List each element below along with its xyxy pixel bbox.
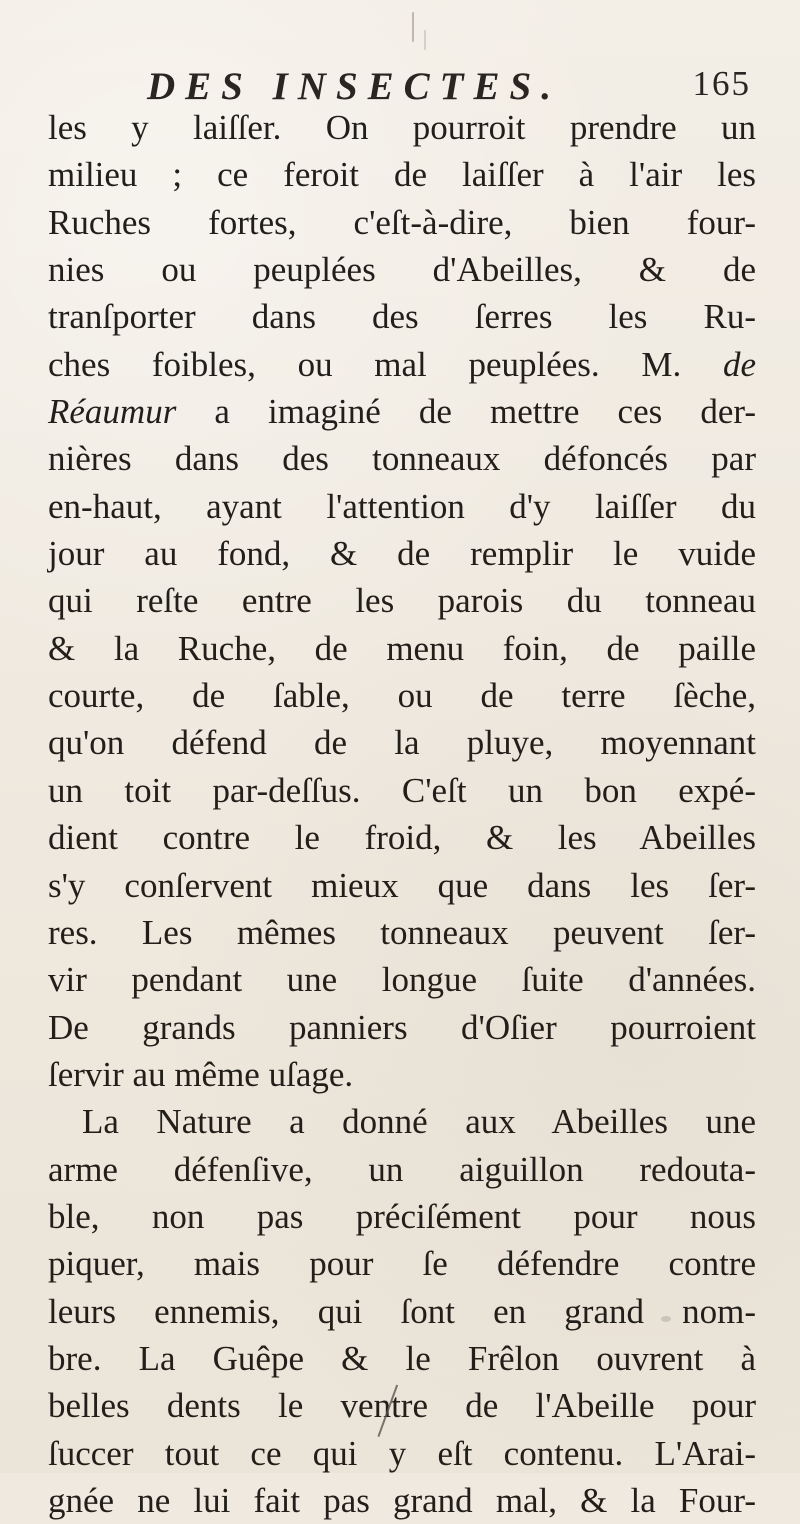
text-line: ſuccer tout ce qui y eſt contenu. L'Arai- — [48, 1433, 756, 1473]
body-text — [48, 104, 756, 1524]
text-line: gnée ne lui fait pas grand mal, & la Four- — [48, 1480, 756, 1520]
text-line: Ruches fortes, c'eſt-à-dire, bien four- — [48, 202, 756, 242]
paper-mark — [424, 30, 426, 50]
text-line: nières dans des tonneaux défoncés par — [48, 439, 756, 479]
text-line: qu'on défend de la pluye, moyennant — [48, 723, 756, 763]
text-line: De grands panniers d'Oſier pourroient — [48, 1007, 756, 1047]
text-line: ble, non pas préciſément pour nous — [48, 1196, 756, 1236]
text-line: qui reſte entre les parois du tonneau — [48, 581, 756, 621]
text-line: leurs ennemis, qui ſont en grand nom- — [48, 1291, 756, 1331]
page-number: 165 — [692, 64, 751, 103]
text-line: jour au fond, & de remplir le vuide — [48, 534, 756, 574]
text-line: belles dents le ventre de l'Abeille pour — [48, 1386, 756, 1426]
text-line: tranſporter dans des ſerres les Ru- — [48, 297, 756, 337]
page-header — [0, 64, 800, 108]
text-line: Réaumur a imaginé de mettre ces der- — [48, 392, 756, 432]
running-head: DES INSECTES. — [147, 65, 561, 108]
text-line: milieu ; ce feroit de laiſſer à l'air les — [48, 155, 756, 195]
text-line: & la Ruche, de menu foin, de paille — [48, 628, 756, 668]
text-line: un toit par-deſſus. C'eſt un bon expé- — [48, 770, 756, 810]
text-line: ches foibles, ou mal peuplées. M. de — [48, 344, 756, 384]
text-line: ſervir au même uſage. — [48, 1054, 354, 1094]
text-line: les y laiſſer. On pourroit prendre un — [48, 108, 756, 147]
text-line: nies ou peuplées d'Abeilles, & de — [48, 250, 756, 290]
text-line: arme défenſive, un aiguillon redouta- — [48, 1149, 756, 1189]
text-line: piquer, mais pour ſe défendre contre — [48, 1244, 756, 1284]
text-line: bre. La Guêpe & le Frêlon ouvrent à — [48, 1338, 756, 1378]
text-line: en-haut, ayant l'attention d'y laiſſer du — [48, 486, 756, 526]
text-line: La Nature a donné aux Abeilles une — [82, 1102, 756, 1142]
text-line: courte, de ſable, ou de terre ſèche, — [48, 676, 756, 716]
paper-mark — [412, 12, 414, 42]
text-line: res. Les mêmes tonneaux peuvent ſer- — [48, 912, 756, 952]
text-line: dient contre le froid, & les Abeilles — [48, 818, 756, 858]
text-line: vir pendant une longue ſuite d'années. — [48, 960, 756, 1000]
text-line: s'y conſervent mieux que dans les ſer- — [48, 865, 756, 905]
